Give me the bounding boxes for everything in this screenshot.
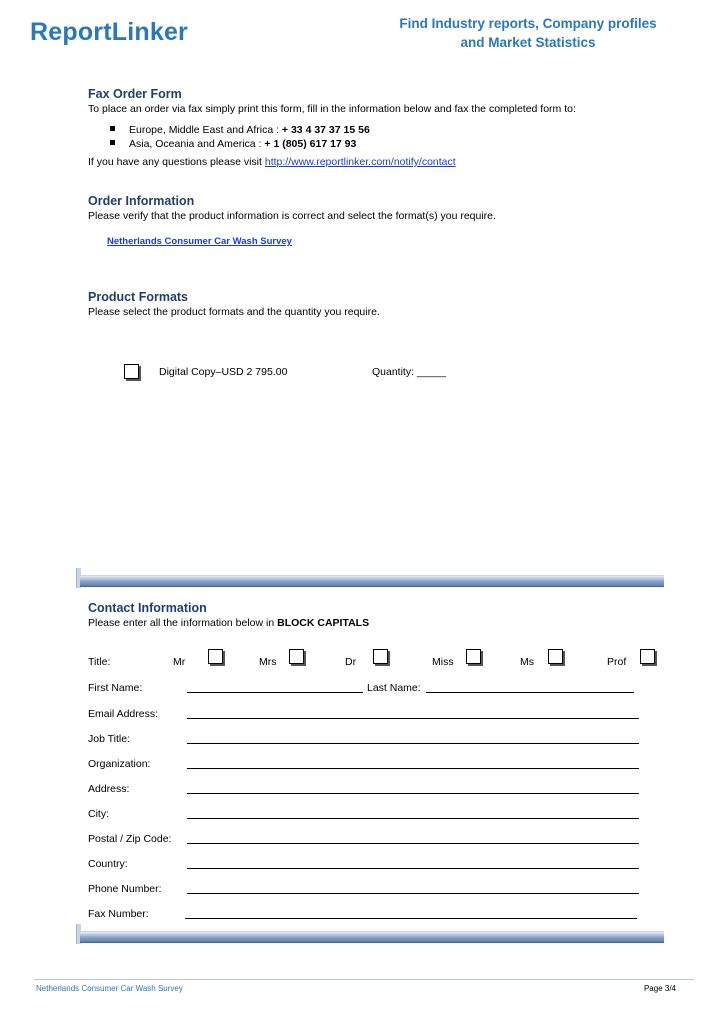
region-europe [110, 124, 370, 136]
fax-number-line[interactable] [185, 918, 637, 919]
product-formats-text: Please select the product formats and the quantity you require. [88, 306, 380, 318]
email-line[interactable] [187, 718, 639, 719]
logo: ReportLinker [30, 18, 188, 46]
region-asia [110, 138, 356, 150]
title-mrs-checkbox[interactable] [289, 649, 304, 664]
tagline-line-1: Find Industry reports, Company profiles [399, 16, 657, 31]
contact-text [88, 617, 369, 629]
phone-number-label: Phone Number: [88, 883, 162, 895]
fax-order-heading: Fax Order Form [88, 87, 182, 101]
order-info-text: Please verify that the product information is correct and select the format(s) you require. [88, 210, 496, 222]
fax-number-europe: + 33 4 37 37 15 56 [281, 124, 370, 136]
contact-heading: Contact Information [88, 601, 207, 615]
bullet-icon [110, 140, 115, 145]
address-line[interactable] [187, 793, 639, 794]
organization-label: Organization: [88, 758, 151, 770]
region-label: Asia, Oceania and America : [129, 138, 265, 150]
country-line[interactable] [187, 868, 639, 869]
footer-divider [34, 979, 694, 980]
title-option-mrs: Mrs [259, 656, 277, 668]
title-label: Title: [88, 656, 111, 668]
quantity-field[interactable]: Quantity: _____ [372, 366, 447, 378]
page-number: Page 3/4 [643, 984, 676, 993]
questions-prefix: If you have any questions please visit [88, 156, 265, 168]
product-link[interactable]: Netherlands Consumer Car Wash Survey [107, 236, 292, 247]
last-name-label: Last Name: [367, 682, 421, 694]
title-mr-checkbox[interactable] [208, 649, 223, 664]
contact-text-prefix: Please enter all the information below in [88, 617, 278, 629]
product-formats-heading: Product Formats [88, 290, 189, 304]
title-option-ms: Ms [520, 656, 534, 668]
title-prof-checkbox[interactable] [640, 649, 655, 664]
phone-number-line[interactable] [187, 893, 639, 894]
title-option-mr: Mr [173, 656, 186, 668]
fax-number-label: Fax Number: [88, 908, 149, 920]
first-name-line[interactable] [187, 692, 363, 693]
postal-code-line[interactable] [187, 843, 639, 844]
order-info-heading: Order Information [88, 194, 195, 208]
tagline-line-2: and Market Statistics [460, 35, 596, 50]
footer-report-name: Netherlands Consumer Car Wash Survey [36, 984, 183, 993]
section-divider [80, 575, 664, 587]
job-title-label: Job Title: [88, 733, 131, 745]
title-ms-checkbox[interactable] [548, 649, 563, 664]
section-divider [80, 931, 664, 943]
questions-text [88, 156, 456, 168]
city-label: City: [88, 808, 109, 820]
country-label: Country: [88, 858, 128, 870]
title-option-miss: Miss [432, 656, 454, 668]
first-name-label: First Name: [88, 682, 143, 694]
organization-line[interactable] [187, 768, 639, 769]
job-title-line[interactable] [187, 743, 639, 744]
last-name-line[interactable] [426, 692, 634, 693]
address-label: Address: [88, 783, 130, 795]
digital-copy-label: Digital Copy–USD 2 795.00 [159, 366, 288, 378]
digital-copy-checkbox[interactable] [124, 364, 139, 379]
fax-order-intro: To place an order via fax simply print this form, fill in the information below and fax the completed form to: [88, 103, 576, 115]
fax-number-asia: + 1 (805) 617 17 93 [264, 138, 357, 150]
tagline [372, 14, 684, 52]
title-miss-checkbox[interactable] [466, 649, 481, 664]
block-capitals: BLOCK CAPITALS [277, 617, 370, 629]
title-dr-checkbox[interactable] [373, 649, 388, 664]
region-label: Europe, Middle East and Africa : [129, 124, 282, 136]
bullet-icon [110, 126, 115, 131]
title-option-dr: Dr [345, 656, 357, 668]
title-option-prof: Prof [607, 656, 627, 668]
email-label: Email Address: [88, 708, 159, 720]
postal-code-label: Postal / Zip Code: [88, 833, 172, 845]
contact-link[interactable]: http://www.reportlinker.com/notify/contact [264, 156, 456, 168]
city-line[interactable] [187, 818, 639, 819]
